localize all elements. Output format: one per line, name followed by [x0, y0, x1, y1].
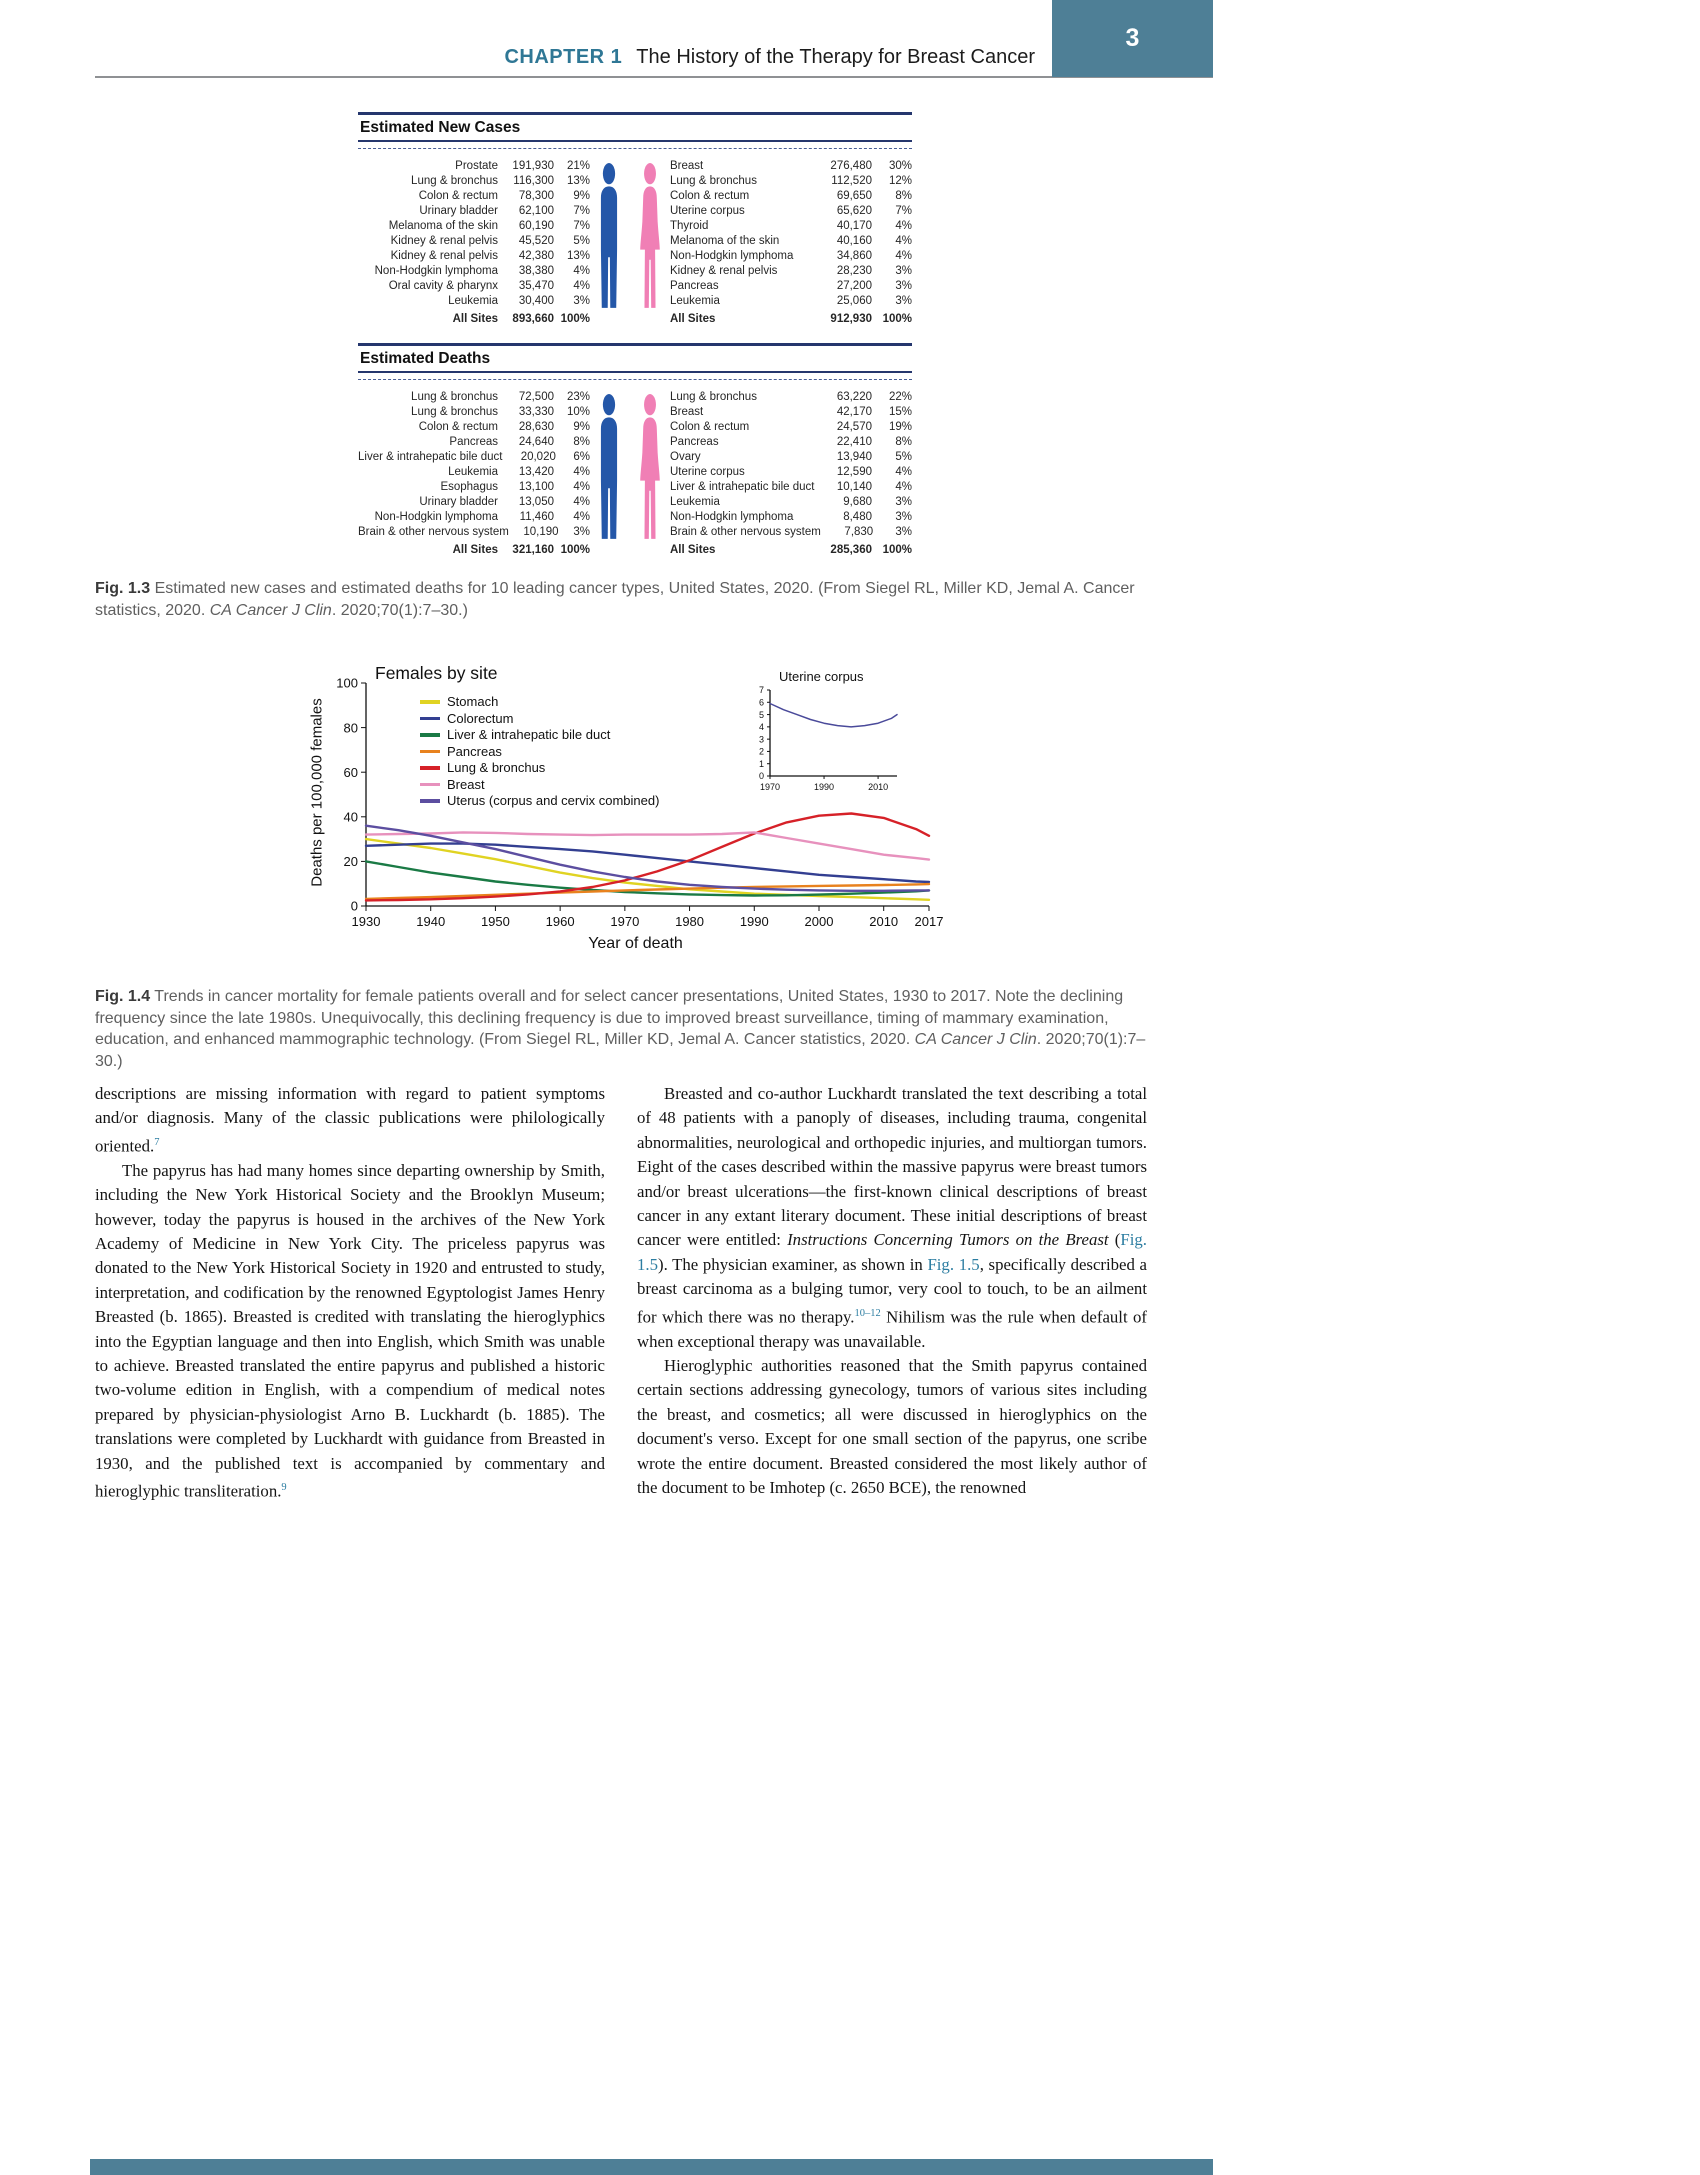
cancer-type: Lung & bronchus — [411, 175, 498, 187]
page-number: 3 — [1125, 24, 1140, 52]
text-segment: Nihilism was the rule when default of when exceptional therapy was unavailable. — [637, 1307, 1147, 1351]
svg-text:60: 60 — [343, 764, 358, 780]
death-count: 12,590 — [836, 466, 872, 478]
table-row — [668, 219, 912, 234]
death-percent: 10% — [566, 406, 590, 418]
paragraph — [95, 1082, 605, 1159]
table-row — [358, 495, 590, 510]
case-percent: 5% — [573, 235, 590, 247]
caption-label: Fig. 1.3 — [95, 580, 151, 597]
silhouettes — [590, 390, 668, 558]
table-row — [668, 204, 912, 219]
death-count: 13,420 — [518, 466, 554, 478]
case-count: 30,400 — [518, 295, 554, 307]
table-row — [358, 249, 590, 264]
section-divider-dashed — [358, 148, 912, 149]
table-row — [668, 234, 912, 249]
cancer-type: Colon & rectum — [418, 190, 498, 202]
svg-text:7: 7 — [758, 685, 764, 696]
table-row — [668, 249, 912, 264]
female-new-cases-column — [668, 159, 912, 327]
svg-text:2010: 2010 — [868, 782, 889, 792]
table-row — [668, 159, 912, 174]
case-percent: 12% — [888, 175, 912, 187]
table-row — [668, 510, 912, 525]
figure-reference-link[interactable]: Fig. 1.5 — [927, 1254, 980, 1274]
case-count: 45,520 — [518, 235, 554, 247]
death-count: 13,050 — [518, 496, 554, 508]
legend-label: Pancreas — [447, 743, 502, 759]
legend-label: Uterus (corpus and cervix combined) — [447, 793, 660, 809]
legend-label: Liver & intrahepatic bile duct — [447, 727, 611, 743]
paragraph — [637, 1354, 1147, 1500]
cancer-type: Breast — [670, 160, 704, 172]
figure-1-3 — [358, 112, 912, 558]
svg-text:20: 20 — [343, 854, 358, 870]
death-percent: 4% — [895, 466, 912, 478]
case-percent: 7% — [573, 205, 590, 217]
italic-text: Instructions Concerning Tumors on the Breast — [787, 1230, 1109, 1250]
table-row — [668, 264, 912, 279]
all-sites-total-row — [358, 543, 590, 558]
case-percent: 7% — [895, 205, 912, 217]
all-sites-total-row — [668, 312, 912, 327]
death-count: 11,460 — [519, 511, 554, 523]
cancer-type: Lung & bronchus — [670, 175, 757, 187]
cancer-type: Uterine corpus — [670, 466, 745, 478]
death-count: 10,190 — [523, 526, 559, 538]
svg-text:4: 4 — [758, 722, 764, 733]
male-deaths-list — [358, 390, 590, 540]
figure-1-3-caption — [95, 578, 1147, 621]
all-sites-total-row — [358, 312, 590, 327]
cancer-type: Brain & other nervous system — [358, 526, 509, 538]
case-percent: 4% — [895, 250, 912, 262]
case-count: 62,100 — [518, 205, 554, 217]
svg-text:1: 1 — [758, 758, 764, 769]
paragraph — [95, 1159, 605, 1504]
x-axis-label: Year of death — [588, 935, 683, 952]
death-percent: 6% — [573, 451, 590, 463]
case-count: 112,520 — [831, 175, 872, 187]
y-axis-label: Deaths per 100,000 females — [308, 698, 326, 887]
case-percent: 3% — [573, 295, 590, 307]
case-percent: 4% — [895, 220, 912, 232]
death-count: 24,640 — [518, 436, 554, 448]
legend-label: Stomach — [447, 694, 499, 710]
case-percent: 13% — [566, 175, 590, 187]
svg-text:1970: 1970 — [759, 782, 781, 792]
death-count: 24,570 — [836, 421, 872, 433]
table-row — [668, 435, 912, 450]
legend-label: Colorectum — [447, 710, 514, 726]
silhouettes — [590, 159, 668, 327]
death-percent: 19% — [888, 421, 912, 433]
death-count: 22,410 — [836, 436, 872, 448]
total-count: 285,360 — [830, 544, 872, 556]
cancer-type: Prostate — [455, 160, 498, 172]
figure-1-4 — [298, 663, 948, 968]
section-title: Estimated Deaths — [360, 350, 491, 367]
case-count: 69,650 — [836, 190, 872, 202]
citation-superscript[interactable]: 7 — [154, 1136, 160, 1148]
cancer-type: Thyroid — [670, 220, 709, 232]
table-row — [358, 510, 590, 525]
total-percent: 100% — [560, 313, 590, 325]
total-count: 321,160 — [512, 544, 554, 556]
italic-text: CA Cancer J Clin — [914, 1031, 1037, 1048]
case-count: 60,190 — [518, 220, 554, 232]
section-divider-dashed — [358, 379, 912, 380]
case-percent: 13% — [566, 250, 590, 262]
table-row — [668, 405, 912, 420]
text-segment: Trends in cancer mortality for female patients overall and for select cancer presentations, United States, 1930 to 2017. Note the declining frequency since the late 1980s. Unequivocally, this declining frequency is due to improved breast surveillance, timing of mammary examination, education, and enhanced mammographic technology. (From Siegel RL, Miller KD, Jemal A. Cancer statistics, 2020. — [95, 988, 1124, 1048]
cancer-type: Non-Hodgkin lymphoma — [670, 250, 794, 262]
table-row — [668, 525, 912, 540]
total-percent: 100% — [560, 544, 590, 556]
case-percent: 3% — [895, 265, 912, 277]
svg-text:2010: 2010 — [869, 914, 899, 929]
death-percent: 3% — [573, 526, 590, 538]
text-segment: ( — [1108, 1230, 1121, 1250]
death-percent: 15% — [888, 406, 912, 418]
death-percent: 3% — [895, 496, 912, 508]
total-label: All Sites — [452, 313, 498, 325]
estimated-new-cases-section — [358, 112, 912, 327]
total-percent: 100% — [882, 544, 912, 556]
case-percent: 3% — [895, 295, 912, 307]
cancer-type: Pancreas — [449, 436, 498, 448]
estimated-deaths-section — [358, 343, 912, 558]
death-count: 8,480 — [843, 511, 872, 523]
text-segment: Hieroglyphic authorities reasoned that the Smith papyrus contained certain sections addressing gynecology, tumors of various sites including the breast, and cosmetics; all were discussed in hieroglyphics on the document's verso. Except for one small section of the papyrus, one scribe wrote the entire document. Breasted considered the most likely author of the document to be Imhotep (c. 2650 BCE), the renowned — [637, 1356, 1147, 1498]
cancer-type: Colon & rectum — [418, 421, 498, 433]
header-rule — [95, 76, 1213, 78]
death-percent: 9% — [573, 421, 590, 433]
svg-text:5: 5 — [758, 709, 764, 720]
death-percent: 3% — [895, 526, 912, 538]
total-label: All Sites — [670, 544, 716, 556]
text-segment: descriptions are missing information with regard to patient symptoms and/or diagnosis. Many of the classic publications were philologically oriented. — [95, 1084, 605, 1156]
table-row — [668, 189, 912, 204]
italic-text: CA Cancer J Clin — [209, 601, 332, 619]
death-percent: 22% — [888, 391, 912, 403]
female-deaths-column — [668, 390, 912, 558]
total-count: 912,930 — [830, 313, 872, 325]
death-count: 28,630 — [518, 421, 554, 433]
male-silhouette-icon — [592, 392, 626, 544]
female-new-cases-list — [668, 159, 912, 309]
running-header — [95, 46, 1035, 69]
figure-reference-link[interactable]: Fig. 1.5 — [637, 1230, 1147, 1274]
citation-superscript[interactable]: 9 — [281, 1482, 287, 1494]
svg-text:80: 80 — [343, 720, 358, 736]
text-segment: . 2020;70(1):7–30.) — [95, 1031, 1146, 1070]
deaths-body — [358, 390, 912, 558]
table-row — [358, 219, 590, 234]
death-count: 9,680 — [843, 496, 872, 508]
case-percent: 30% — [888, 160, 912, 172]
death-count: 13,100 — [518, 481, 554, 493]
death-count: 33,330 — [518, 406, 554, 418]
table-row — [358, 189, 590, 204]
cancer-type: Non-Hodgkin lymphoma — [374, 511, 498, 523]
death-percent: 4% — [895, 481, 912, 493]
cancer-type: Uterine corpus — [670, 205, 745, 217]
svg-text:6: 6 — [758, 697, 764, 708]
case-count: 38,380 — [518, 265, 554, 277]
svg-text:1970: 1970 — [610, 914, 640, 929]
cancer-type: Urinary bladder — [419, 496, 498, 508]
case-count: 40,160 — [836, 235, 872, 247]
chapter-title: The History of the Therapy for Breast Cancer — [636, 46, 1035, 68]
male-new-cases-list — [358, 159, 590, 309]
case-count: 27,200 — [836, 280, 872, 292]
death-percent: 4% — [573, 481, 590, 493]
cancer-type: Liver & intrahepatic bile duct — [358, 451, 503, 463]
svg-text:1990: 1990 — [814, 782, 835, 792]
svg-text:2000: 2000 — [804, 914, 834, 929]
svg-text:1990: 1990 — [739, 914, 769, 929]
svg-text:1940: 1940 — [416, 914, 446, 929]
death-count: 10,140 — [836, 481, 872, 493]
table-row — [358, 435, 590, 450]
table-row — [668, 279, 912, 294]
death-count: 7,830 — [844, 526, 874, 538]
cancer-type: Non-Hodgkin lymphoma — [374, 265, 498, 277]
cancer-type: Colon & rectum — [670, 190, 750, 202]
cancer-type: Leukemia — [670, 295, 720, 307]
death-percent: 3% — [895, 511, 912, 523]
svg-text:2: 2 — [758, 746, 764, 757]
table-row — [668, 465, 912, 480]
text-segment: Estimated new cases and estimated deaths for 10 leading cancer types, United States, 2020. (From Siegel RL, Miller KD, Jemal A. Cancer statistics, 2020. — [95, 580, 1135, 619]
table-row — [358, 450, 590, 465]
table-row — [358, 525, 590, 540]
cancer-type: Leukemia — [670, 496, 720, 508]
death-count: 42,170 — [836, 406, 872, 418]
chapter-label: CHAPTER 1 — [504, 46, 623, 68]
death-percent: 23% — [566, 391, 590, 403]
case-percent: 4% — [895, 235, 912, 247]
cancer-type: Oral cavity & pharynx — [388, 280, 498, 292]
case-count: 116,300 — [513, 175, 554, 187]
cancer-type: Kidney & renal pelvis — [670, 265, 778, 277]
table-row — [358, 465, 590, 480]
death-percent: 4% — [573, 496, 590, 508]
table-row — [668, 294, 912, 309]
citation-superscript[interactable]: 10–12 — [854, 1307, 881, 1319]
text-segment: Breasted and co-author Luckhardt translated the text describing a total of 48 patients with a panoply of diseases, including trauma, congenital abnormalities, neurological and orthopedic injuries, and multiorgan tumors. Eight of the cases described within the massive papyrus were breast tumors and/or breast ulcerations—the first-known clinical descriptions of breast cancer in any extant literary document. These initial descriptions of breast cancer were entitled: — [637, 1084, 1147, 1250]
svg-text:1980: 1980 — [675, 914, 705, 929]
svg-text:3: 3 — [758, 734, 764, 745]
case-count: 276,480 — [830, 160, 872, 172]
cancer-type: Leukemia — [448, 295, 498, 307]
text-segment: . 2020;70(1):7–30.) — [331, 601, 468, 619]
right-column — [637, 1082, 1147, 1504]
table-row — [668, 480, 912, 495]
new-cases-body — [358, 159, 912, 327]
footer-bar — [90, 2159, 1213, 2175]
text-segment: ). The physician examiner, as shown in — [657, 1254, 928, 1274]
case-count: 191,930 — [512, 160, 554, 172]
total-label: All Sites — [670, 313, 716, 325]
table-row — [668, 174, 912, 189]
female-silhouette-icon — [633, 392, 667, 544]
cancer-type: Ovary — [670, 451, 701, 463]
cancer-type: Urinary bladder — [419, 205, 498, 217]
death-count: 63,220 — [836, 391, 872, 403]
left-column — [95, 1082, 605, 1504]
case-count: 25,060 — [836, 295, 872, 307]
cancer-type: Leukemia — [448, 466, 498, 478]
male-deaths-column — [358, 390, 590, 558]
section-rule-light — [358, 371, 912, 373]
case-count: 34,860 — [836, 250, 872, 262]
death-count: 13,940 — [836, 451, 872, 463]
case-count: 35,470 — [518, 280, 554, 292]
table-row — [358, 405, 590, 420]
cancer-type: Melanoma of the skin — [670, 235, 780, 247]
svg-text:1930: 1930 — [351, 914, 381, 929]
caption-label: Fig. 1.4 — [95, 988, 151, 1005]
table-row — [358, 420, 590, 435]
case-count: 42,380 — [518, 250, 554, 262]
all-sites-total-row — [668, 543, 912, 558]
case-percent: 21% — [566, 160, 590, 172]
death-percent: 5% — [895, 451, 912, 463]
case-percent: 7% — [573, 220, 590, 232]
case-percent: 4% — [573, 280, 590, 292]
table-row — [358, 264, 590, 279]
cancer-type: Lung & bronchus — [411, 391, 498, 403]
table-row — [358, 159, 590, 174]
legend-label: Breast — [447, 776, 485, 792]
death-percent: 4% — [573, 511, 590, 523]
table-row — [358, 390, 590, 405]
table-row — [358, 174, 590, 189]
uterine-corpus-inset — [753, 669, 913, 798]
section-title: Estimated New Cases — [360, 119, 521, 136]
cancer-type: Pancreas — [670, 280, 719, 292]
case-count: 40,170 — [836, 220, 872, 232]
total-label: All Sites — [452, 544, 498, 556]
case-count: 78,300 — [518, 190, 554, 202]
table-row — [668, 450, 912, 465]
death-percent: 8% — [573, 436, 590, 448]
uterine-corpus-inset-chart — [753, 685, 903, 793]
table-row — [358, 204, 590, 219]
death-count: 20,020 — [520, 451, 556, 463]
female-deaths-list — [668, 390, 912, 540]
death-percent: 4% — [573, 466, 590, 478]
case-count: 28,230 — [836, 265, 872, 277]
table-row — [358, 234, 590, 249]
cancer-type: Melanoma of the skin — [388, 220, 498, 232]
death-count: 72,500 — [518, 391, 554, 403]
figure-1-4-caption — [95, 986, 1153, 1072]
cancer-type: Esophagus — [440, 481, 498, 493]
cancer-type: Pancreas — [670, 436, 719, 448]
case-count: 65,620 — [836, 205, 872, 217]
case-percent: 3% — [895, 280, 912, 292]
cancer-type: Kidney & renal pelvis — [390, 235, 498, 247]
female-silhouette-icon — [633, 161, 667, 313]
legend-label: Lung & bronchus — [447, 760, 546, 776]
svg-text:0: 0 — [350, 898, 358, 914]
svg-text:1960: 1960 — [545, 914, 575, 929]
table-row — [358, 480, 590, 495]
body-text — [95, 1082, 1147, 1504]
table-row — [358, 294, 590, 309]
table-row — [668, 495, 912, 510]
cancer-type: Kidney & renal pelvis — [390, 250, 498, 262]
section-rule-light — [358, 140, 912, 142]
cancer-type: Non-Hodgkin lymphoma — [670, 511, 794, 523]
table-row — [668, 420, 912, 435]
male-new-cases-column — [358, 159, 590, 327]
inset-title: Uterine corpus — [779, 669, 864, 684]
svg-text:1950: 1950 — [480, 914, 510, 929]
table-row — [358, 279, 590, 294]
paragraph — [637, 1082, 1147, 1354]
page-number-badge — [1052, 0, 1213, 77]
chart-title: Females by site — [375, 663, 498, 683]
svg-text:2017: 2017 — [914, 914, 943, 929]
total-count: 893,660 — [512, 313, 554, 325]
svg-text:0: 0 — [758, 771, 764, 782]
total-percent: 100% — [882, 313, 912, 325]
case-percent: 9% — [573, 190, 590, 202]
cancer-type: Lung & bronchus — [670, 391, 757, 403]
death-percent: 8% — [895, 436, 912, 448]
cancer-type: Lung & bronchus — [411, 406, 498, 418]
svg-text:40: 40 — [343, 809, 358, 825]
case-percent: 8% — [895, 190, 912, 202]
cancer-type: Breast — [670, 406, 704, 418]
svg-text:100: 100 — [336, 675, 358, 691]
cancer-type: Liver & intrahepatic bile duct — [670, 481, 815, 493]
text-segment: , specifically described a breast carcinoma as a bulging tumor, very cool to touch, to be an ailment for which there was no therapy. — [637, 1254, 1148, 1327]
case-percent: 4% — [573, 265, 590, 277]
male-silhouette-icon — [592, 161, 626, 313]
table-row — [668, 390, 912, 405]
cancer-type: Brain & other nervous system — [670, 526, 821, 538]
cancer-type: Colon & rectum — [670, 421, 750, 433]
text-segment: The papyrus has had many homes since departing ownership by Smith, including the New York Historical Society and the Brooklyn Museum; however, today the papyrus is housed in the archives of the New York Academy of Medicine in New York City. The priceless papyrus was donated to the New York Historical Society in 1920 and entrusted to study, interpretation, and codification by the renowned Egyptologist James Henry Breasted (b. 1865). Breasted is credited with translating the hieroglyphics into the Egyptian language and then into English, which Smith was unable to achieve. Breasted translated the entire papyrus and published a historic two-volume edition in English, with a compendium of medical notes prepared by physician-physiologist Arno B. Luckhardt (b. 1885). The translations were completed by Luckhardt with guidance from Breasted in 1930, and the published text is accompanied by commentary and hieroglyphic transliteration. — [95, 1160, 605, 1501]
